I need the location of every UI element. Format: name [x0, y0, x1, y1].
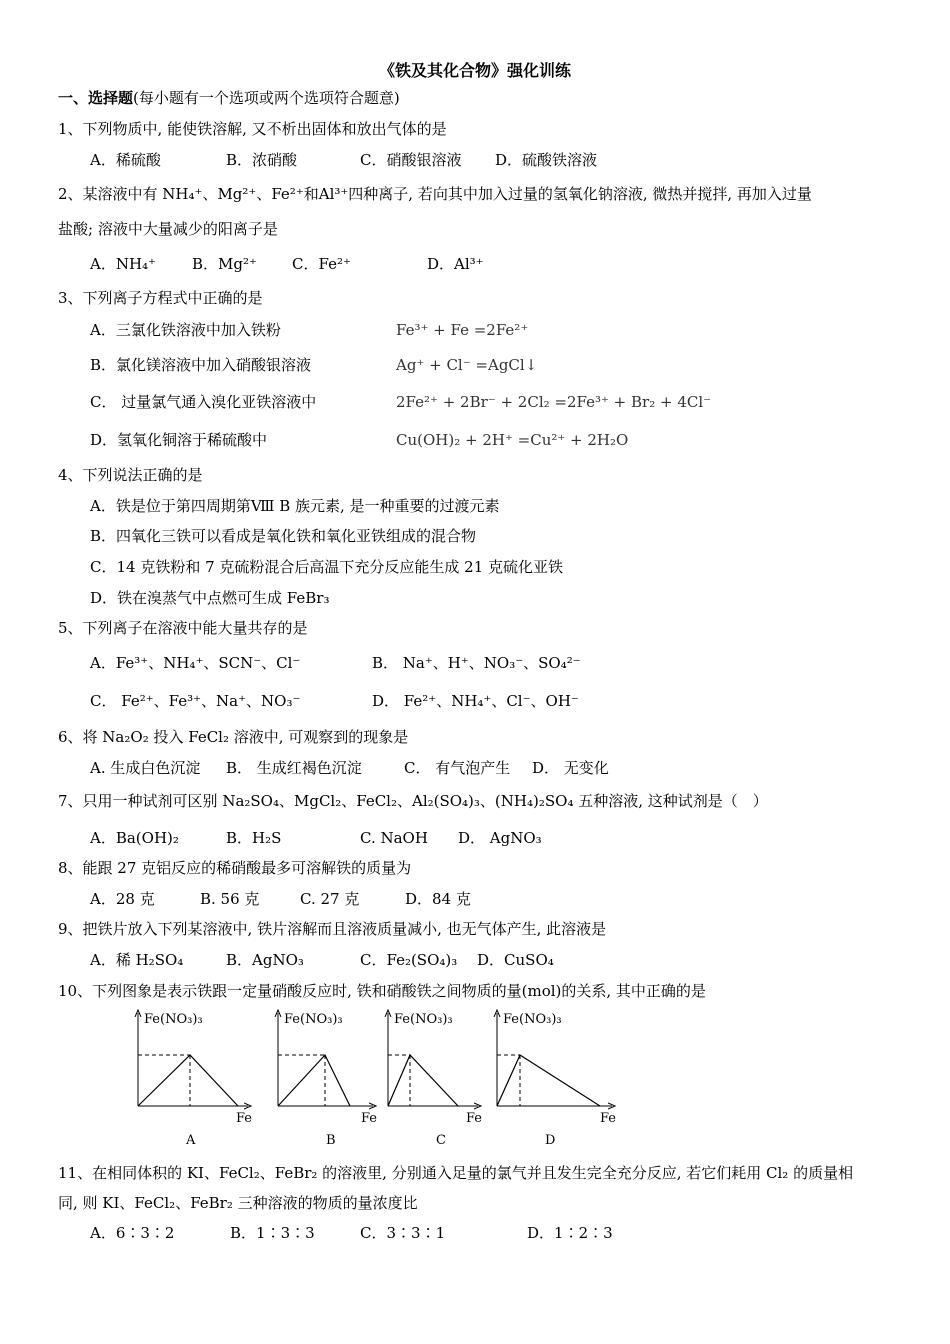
q4-option-a: A．铁是位于第四周期第Ⅷ B 族元素, 是一种重要的过渡元素: [90, 497, 500, 515]
graph-b-y-label: Fe(NO₃)₃: [284, 1012, 343, 1027]
question-8-stem: 8、能跟 27 克铝反应的稀硝酸最多可溶解铁的质量为: [58, 859, 412, 877]
graph-d-label: D: [545, 1133, 556, 1148]
q6-option-b: B． 生成红褐色沉淀: [226, 759, 362, 777]
section-heading: [58, 88, 400, 108]
q2-option-a: A．NH₄⁺: [90, 255, 156, 273]
question-11-stem: 11、在相同体积的 KI、FeCl₂、FeBr₂ 的溶液里, 分别通入足量的氯气并且发生完全充分反应, 若它们耗用 Cl₂ 的质量相: [58, 1164, 854, 1182]
q5-option-a: A．Fe³⁺、NH₄⁺、SCN⁻、Cl⁻: [90, 654, 301, 672]
section-note: (每小题有一个选项或两个选项符合题意): [133, 89, 400, 107]
q3-equation-a: Fe³⁺ + Fe =2Fe²⁺: [396, 321, 529, 339]
q4-option-d: D．铁在溴蒸气中点燃可生成 FeBr₃: [90, 589, 330, 607]
graph-d-y-label: Fe(NO₃)₃: [503, 1012, 562, 1027]
question-4-stem: 4、下列说法正确的是: [58, 466, 203, 484]
q5-option-d: D． Fe²⁺、NH₄⁺、Cl⁻、OH⁻: [372, 692, 579, 710]
graph-b-curve: [278, 1055, 350, 1106]
q11-option-b: B．1∶3∶3: [230, 1224, 315, 1242]
q9-option-b: B．AgNO₃: [226, 951, 304, 969]
question-1-stem: 1、下列物质中, 能使铁溶解, 又不析出固体和放出气体的是: [58, 120, 447, 138]
question-3-stem: 3、下列离子方程式中正确的是: [58, 289, 263, 307]
q5-option-b: B． Na⁺、H⁺、NO₃⁻、SO₄²⁻: [372, 654, 581, 672]
q3-equation-c: 2Fe²⁺ + 2Br⁻ + 2Cl₂ =2Fe³⁺ + Br₂ + 4Cl⁻: [396, 393, 712, 411]
q4-option-b: B．四氧化三铁可以看成是氧化铁和氧化亚铁组成的混合物: [90, 527, 477, 545]
q4-option-c: C．14 克铁粉和 7 克硫粉混合后高温下充分反应能生成 21 克硫化亚铁: [90, 558, 564, 576]
graph-a-curve: [138, 1055, 238, 1106]
graph-c-x-label: Fe: [466, 1111, 483, 1126]
q11-option-d: D．1∶2∶3: [527, 1224, 613, 1242]
q3-equation-b: Ag⁺ + Cl⁻ =AgCl↓: [396, 356, 538, 374]
graph-a-x-label: Fe: [236, 1111, 253, 1126]
q1-option-c: C．硝酸银溶液: [360, 151, 462, 169]
q9-option-d: D．CuSO₄: [477, 951, 554, 969]
q8-option-d: D．84 克: [405, 890, 471, 908]
q2-option-b: B．Mg²⁺: [192, 255, 257, 273]
q6-option-d: D． 无变化: [532, 759, 609, 777]
question-9-stem: 9、把铁片放入下列某溶液中, 铁片溶解而且溶液质量减小, 也无气体产生, 此溶液是: [58, 920, 607, 938]
q8-option-b: B. 56 克: [200, 890, 260, 908]
question-2-stem-cont: 盐酸; 溶液中大量减少的阳离子是: [58, 220, 278, 238]
question-11-stem-cont: 同, 则 KI、FeCl₂、FeBr₂ 三种溶液的物质的量浓度比: [58, 1194, 418, 1212]
q7-option-d: D． AgNO₃: [458, 829, 542, 847]
question-5-stem: 5、下列离子在溶液中能大量共存的是: [58, 619, 308, 637]
graph-b-x-label: Fe: [361, 1111, 378, 1126]
q8-option-c: C. 27 克: [300, 890, 360, 908]
q11-option-a: A．6∶3∶2: [90, 1224, 175, 1242]
q1-option-d: D．硫酸铁溶液: [495, 151, 598, 169]
q3-option-a: A．三氯化铁溶液中加入铁粉: [90, 321, 281, 339]
section-title: 一、选择题: [58, 89, 134, 107]
page-title: 《铁及其化合物》强化训练: [378, 61, 571, 80]
graph-a-label: A: [186, 1133, 196, 1148]
q7-option-a: A．Ba(OH)₂: [90, 829, 179, 847]
q1-option-b: B．浓硝酸: [226, 151, 298, 169]
graph-c-label: C: [436, 1133, 446, 1148]
question-2-stem: 2、某溶液中有 NH₄⁺、Mg²⁺、Fe²⁺和Al³⁺四种离子, 若向其中加入过量的氢氧化钠溶液, 微热并搅拌, 再加入过量: [58, 185, 812, 203]
q6-option-a: A. 生成白色沉淀: [90, 759, 201, 777]
q9-option-c: C．Fe₂(SO₄)₃: [360, 951, 458, 969]
q7-option-b: B．H₂S: [226, 829, 282, 847]
q1-option-a: A．稀硫酸: [90, 151, 161, 169]
graph-a-y-label: Fe(NO₃)₃: [144, 1012, 203, 1027]
q2-option-c: C．Fe²⁺: [292, 255, 351, 273]
q11-option-c: C．3∶3∶1: [360, 1224, 446, 1242]
q3-equation-d: Cu(OH)₂ + 2H⁺ =Cu²⁺ + 2H₂O: [396, 431, 629, 449]
question-6-stem: 6、将 Na₂O₂ 投入 FeCl₂ 溶液中, 可观察到的现象是: [58, 728, 409, 746]
q3-option-b: B．氯化镁溶液中加入硝酸银溶液: [90, 356, 312, 374]
graph-c-curve: [388, 1055, 458, 1106]
q6-option-c: C． 有气泡产生: [404, 759, 511, 777]
q2-option-d: D．Al³⁺: [427, 255, 484, 273]
q9-option-a: A．稀 H₂SO₄: [90, 951, 184, 969]
graph-b-label: B: [326, 1133, 336, 1148]
graph-d-x-label: Fe: [600, 1111, 617, 1126]
q3-option-c: C． 过量氯气通入溴化亚铁溶液中: [90, 393, 317, 411]
q5-option-c: C． Fe²⁺、Fe³⁺、Na⁺、NO₃⁻: [90, 692, 301, 710]
q7-option-c: C. NaOH: [360, 829, 428, 847]
graph-c-y-label: Fe(NO₃)₃: [394, 1012, 453, 1027]
graph-d-curve: [497, 1055, 600, 1106]
question-10-stem: 10、下列图象是表示铁跟一定量硝酸反应时, 铁和硝酸铁之间物质的量(mol)的关系, 其中正确的是: [58, 982, 706, 1000]
question-7-stem: 7、只用一种试剂可区别 Na₂SO₄、MgCl₂、FeCl₂、Al₂(SO₄)₃、(NH₄)₂SO₄ 五种溶液, 这种试剂是（ ）: [58, 792, 768, 810]
q10-graphs: [0, 1005, 950, 1165]
q3-option-d: D．氢氧化铜溶于稀硫酸中: [90, 431, 268, 449]
q8-option-a: A．28 克: [90, 890, 155, 908]
